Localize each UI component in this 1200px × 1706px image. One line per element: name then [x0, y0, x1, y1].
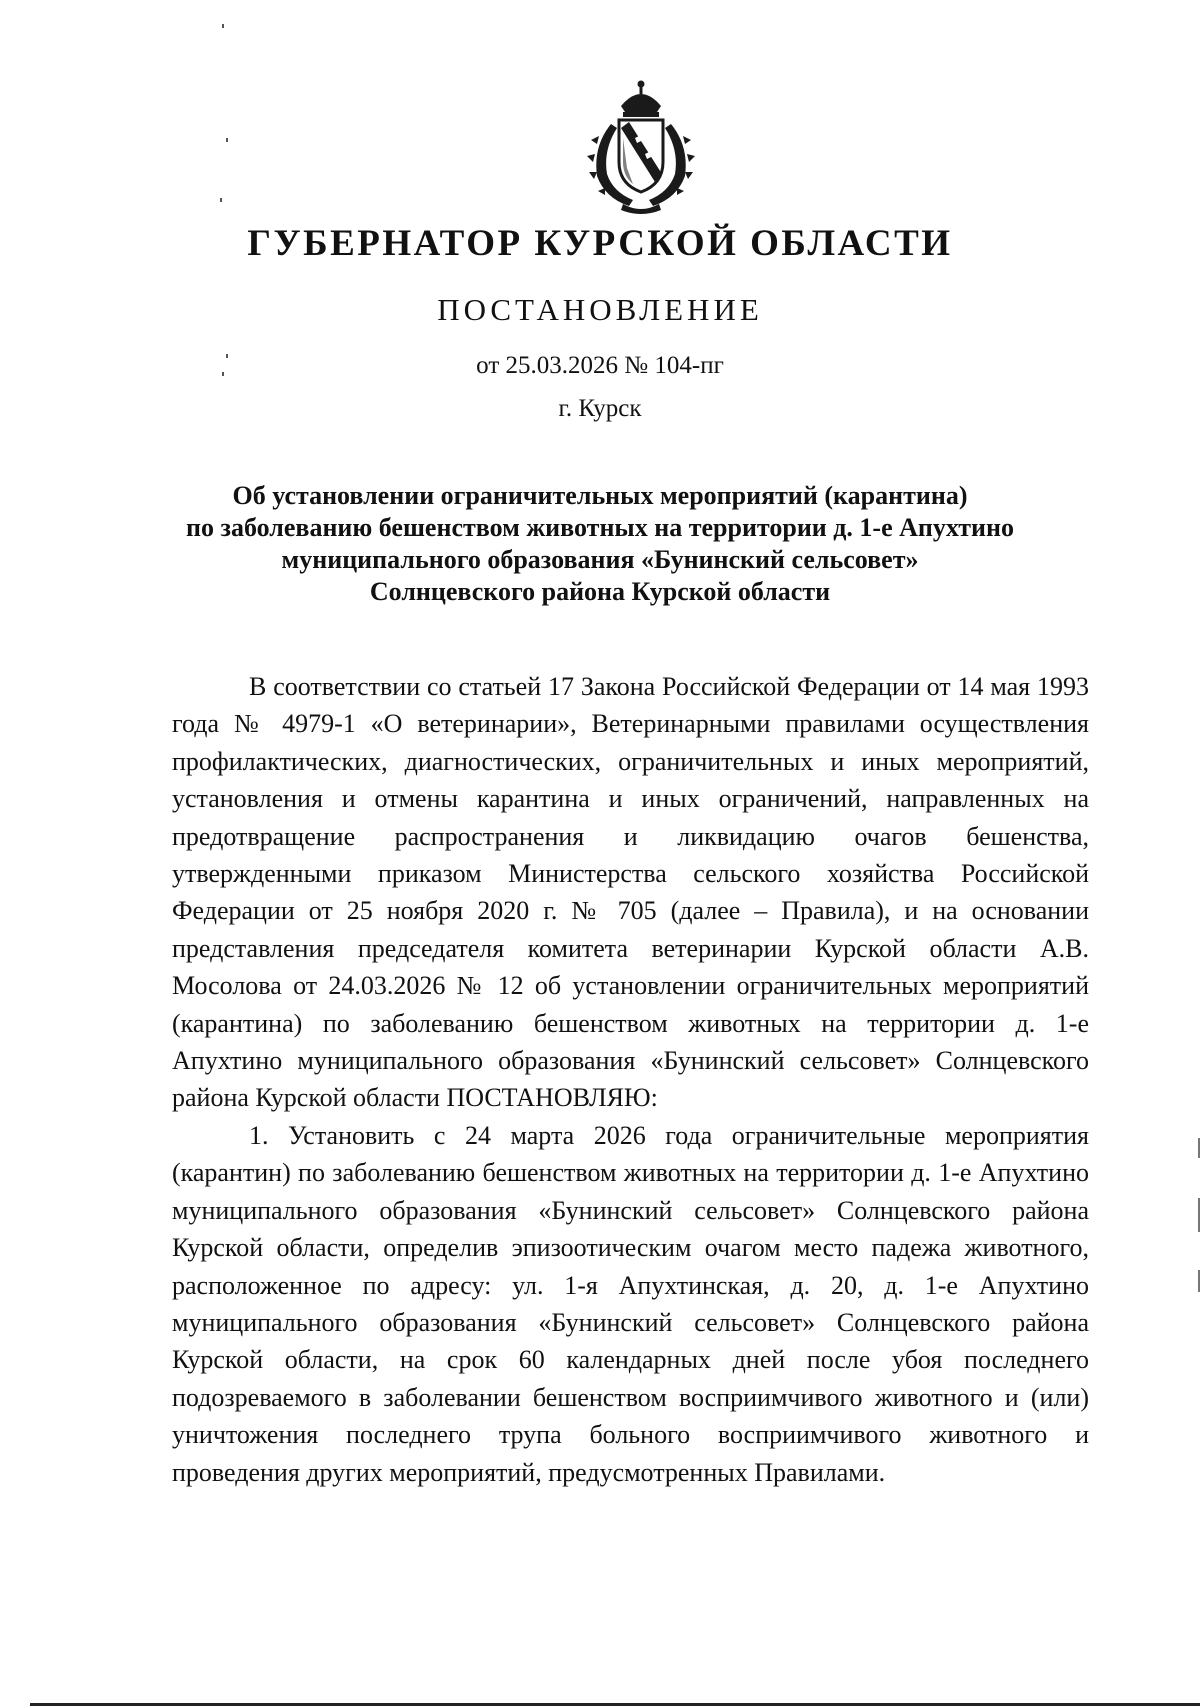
kursk-coat-of-arms-icon: [583, 76, 699, 216]
document-type: ПОСТАНОВЛЕНИЕ: [437, 292, 763, 327]
document-title: [120, 480, 1080, 608]
title-line: по заболеванию бешенством животных на территории д. 1-е Апухтино: [186, 513, 1014, 542]
scan-speck: [222, 24, 224, 28]
scan-speck: [220, 198, 222, 202]
resolution-item-1: 1. Установить с 24 марта 2026 года ограничительные мероприятия (карантин) по заболеванию бешенством животных на территории д. 1-е Апухтино муниципального образования «Бунинский сельсовет» Солнцевского района Курской области, определив эпизоотическим очагом место падежа животного, расположенное по адресу: ул. 1-я Апухтинская, д. 20, д. 1-е Апухтино муниципального образования «Бунинский сельсовет» Солнцевского района Курской области, на срок 60 календарных дней после убоя последнего подозреваемого в заболевании бешенством восприимчивого животного и (или) уничтожения последнего трупа больного восприимчивого животного и проведения других мероприятий, предусмотренных Правилами.: [172, 1120, 1089, 1487]
title-line: Солнцевского района Курской области: [369, 577, 831, 606]
scan-speck: [226, 138, 228, 142]
title-line: Об установлении ограничительных мероприятий (карантина): [232, 481, 968, 510]
title-line: муниципального образования «Бунинский сельсовет»: [281, 545, 919, 574]
document-number-date: от 25.03.2026 № 104-пг: [476, 352, 724, 379]
document-body: [172, 668, 1089, 1491]
issuing-authority-heading: ГУБЕРНАТОР КУРСКОЙ ОБЛАСТИ: [247, 223, 953, 264]
preamble-paragraph: В соответствии со статьей 17 Закона Российской Федерации от 14 мая 1993 года № 4979-1 «О ветеринарии», Ветеринарными правилами осуществления профилактических, диагностических, ограничительных и иных мероприятий, установления и отмены карантина и иных ограничений, направленных на предотвращение распространения и ликвидацию очагов бешенства, утвержденными приказом Министерства сельского хозяйства Российской Федерации от 25 ноября 2020 г. № 705 (далее – Правила), и на основании представления председателя комитета ветеринарии Курской области А.В. Мосолова от 24.03.2026 № 12 об установлении ограничительных мероприятий (карантина) по заболеванию бешенством животных на территории д. 1-е Апухтино муниципального образования «Бунинский сельсовет» Солнцевского района Курской области ПОСТАНОВЛЯЮ:: [172, 672, 1089, 1113]
document-city: г. Курск: [558, 395, 642, 422]
